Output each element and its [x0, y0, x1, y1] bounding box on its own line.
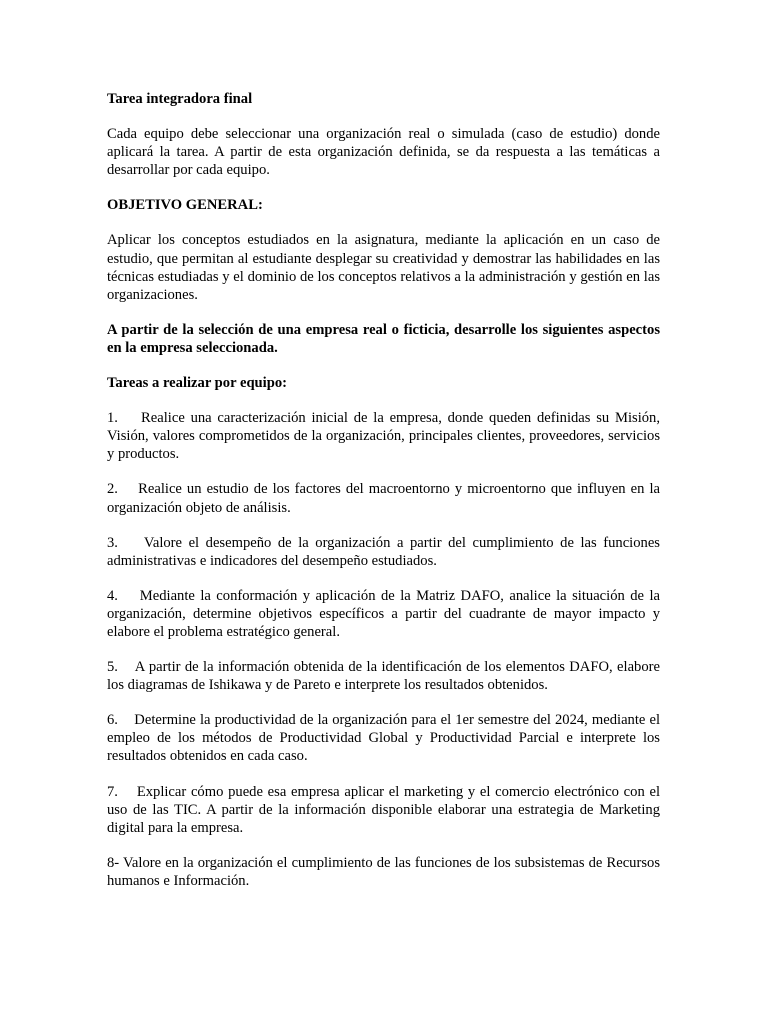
task-item	[107, 854, 660, 890]
task-number: 3.	[107, 534, 118, 551]
task-number: 2.	[107, 481, 118, 498]
tasks-heading: Tareas a realizar por equipo:	[107, 375, 287, 392]
task-number: 7.	[107, 783, 118, 800]
task-number: 1.	[107, 410, 118, 427]
task-item	[107, 587, 660, 641]
document-page	[107, 90, 660, 907]
task-text: Determine la productividad de la organización para el 1er semestre del 2024, mediante el empleo de los métodos de Productividad Global y Productividad Parcial e interprete los resultados obtenidos en cada caso.	[107, 712, 661, 765]
intro-paragraph: Cada equipo debe seleccionar una organización real o simulada (caso de estudio) donde aplicará la tarea. A partir de esta organización definida, se da respuesta a las temáticas a desarrollar por cada equipo.	[107, 126, 660, 179]
task-number: 4.	[107, 587, 118, 604]
objective-heading: OBJETIVO GENERAL:	[107, 197, 263, 214]
task-item	[107, 783, 660, 837]
task-text: Explicar cómo puede esa empresa aplicar el marketing y el comercio electrónico con el uso de las TIC. A partir de la información disponible elaborar una estrategia de Marketing digital para la empresa.	[107, 783, 661, 836]
task-item	[107, 409, 660, 463]
document-title: Tarea integradora final	[107, 91, 253, 107]
task-text: Realice un estudio de los factores del macroentorno y microentorno que influyen en la organización objeto de análisis.	[107, 481, 660, 516]
task-text: A partir de la información obtenida de la identificación de los elementos DAFO, elabore los diagramas de Ishikawa y de Pareto e interprete los resultados obtenidos.	[107, 659, 660, 694]
task-item	[107, 711, 660, 765]
task-text: Realice una caracterización inicial de la empresa, donde queden definidas su Misión, Visión, valores comprometidos de la organización, principales clientes, proveedores, servicios y productos.	[107, 410, 660, 463]
task-text: Valore en la organización el cumplimiento de las funciones de los subsistemas de Recursos humanos e Información.	[107, 854, 660, 889]
task-text: Mediante la conformación y aplicación de la Matriz DAFO, analice la situación de la organización, determine objetivos específicos a partir del cuadrante de mayor impacto y elabore el problema estratégico general.	[107, 587, 661, 640]
instruction-paragraph: A partir de la selección de una empresa real o ficticia, desarrolle los siguientes aspectos en la empresa seleccionada.	[107, 321, 660, 356]
task-item	[107, 534, 660, 570]
task-number: 5.	[107, 659, 118, 676]
task-item	[107, 658, 660, 694]
objective-paragraph: Aplicar los conceptos estudiados en la asignatura, mediante la aplicación en un caso de estudio, que permitan al estudiante desplegar su creatividad y demostrar las habilidades en las técnicas estudiadas y el dominio de los conceptos relativos a la administración y gestión en las organizaciones.	[107, 232, 660, 303]
task-number: 8-	[107, 854, 120, 871]
task-text: Valore el desempeño de la organización a partir del cumplimiento de las funciones administrativas e indicadores del desempeño estudiados.	[107, 534, 660, 569]
task-number: 6.	[107, 712, 118, 729]
task-item	[107, 480, 660, 516]
